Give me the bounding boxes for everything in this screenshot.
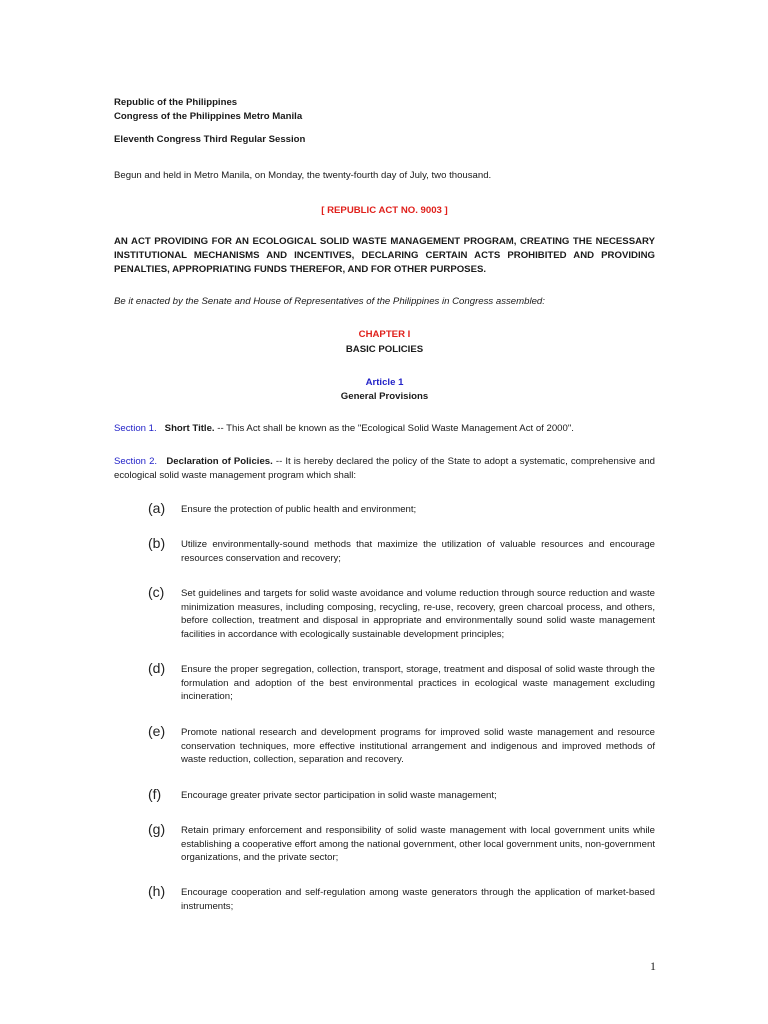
item-f-letter: (f): [148, 786, 162, 802]
item-c-text: Set guidelines and targets for solid waste avoidance and volume reduction through source reduction and waste minimization measures, including composing, recycling, re-use, recovery, green charcoal process, and others, before collection, treatment and disposal in appropriate and environmentally sound solid waste management facilities in accordance with ecologically sustainable development principles;: [181, 588, 655, 640]
item-e-text: Promote national research and development programs for improved solid waste management and resource conservation techniques, more effective institutional arrangement and indigenous and improved methods of waste reduction, collection, separation and recovery.: [181, 727, 655, 765]
section-2: [114, 455, 655, 482]
item-d-text: Ensure the proper segregation, collection, transport, storage, treatment and disposal of solid waste through the formulation and adoption of the best environmental practices in ecological waste management excluding incineration;: [181, 664, 655, 702]
section-2-heading: Declaration of Policies.: [166, 456, 273, 467]
preamble-date: Begun and held in Metro Manila, on Monday, the twenty-fourth day of July, two thousand.: [114, 170, 492, 181]
section-2-text: -- It is hereby declared the policy of the State to adopt a systematic, comprehensive and ecological solid waste management program which shall:: [114, 456, 656, 481]
item-c-letter: (c): [148, 584, 165, 600]
enacting-clause: Be it enacted by the Senate and House of Representatives of the Philippines in Congress assembled:: [114, 296, 545, 307]
page-number: 1: [650, 959, 656, 973]
item-b-text: Utilize environmentally-sound methods that maximize the utilization of valuable resources and encourage resources conservation and recovery;: [181, 539, 655, 564]
act-title: AN ACT PROVIDING FOR AN ECOLOGICAL SOLID WASTE MANAGEMENT PROGRAM, CREATING THE NECESSARY INSTITUTIONAL MECHANISMS AND INCENTIVES, DECLARING CERTAIN ACTS PROHIBITED AND PROVIDING PENALTIES, APPROPRIATING FUNDS THEREFOR, AND FOR OTHER PURPOSES.: [114, 236, 655, 276]
item-h-letter: (h): [148, 883, 166, 899]
chapter-title: BASIC POLICIES: [345, 344, 424, 355]
item-h-text: Encourage cooperation and self-regulation among waste generators through the application of market-based instruments;: [181, 887, 655, 912]
section-1-label: Section 1.: [114, 423, 157, 434]
section-1-text: -- This Act shall be known as the "Ecological Solid Waste Management Act of 2000".: [214, 423, 574, 434]
header-congress: Congress of the Philippines Metro Manila: [114, 111, 303, 122]
section-2-label: Section 2.: [114, 456, 158, 467]
article-label: Article 1: [365, 377, 404, 388]
item-b-letter: (b): [148, 535, 166, 551]
chapter-label: CHAPTER I: [358, 329, 411, 340]
item-a-letter: (a): [148, 500, 166, 516]
article-title: General Provisions: [340, 391, 429, 402]
item-g-letter: (g): [148, 821, 166, 837]
section-1-heading: Short Title.: [164, 423, 215, 434]
item-g-text: Retain primary enforcement and responsibility of solid waste management with local government units while establishing a cooperative effort among the national government, other local government units, non-government organizations, and the private sector;: [181, 825, 655, 863]
item-e-letter: (e): [148, 723, 166, 739]
header-session: Eleventh Congress Third Regular Session: [114, 134, 306, 145]
item-f-text: Encourage greater private sector participation in solid waste management;: [181, 790, 497, 801]
section-1: [114, 422, 655, 436]
header-republic: Republic of the Philippines: [114, 97, 238, 108]
act-number: [ REPUBLIC ACT NO. 9003 ]: [321, 205, 448, 216]
item-a-text: Ensure the protection of public health and environment;: [181, 504, 417, 515]
item-d-letter: (d): [148, 660, 166, 676]
